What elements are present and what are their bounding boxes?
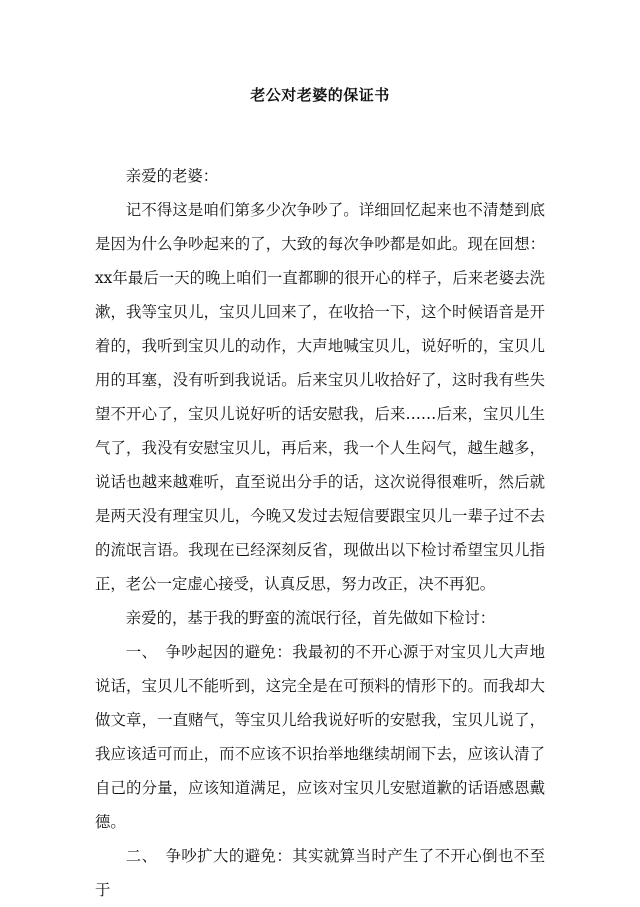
paragraph-preface: 亲爱的，基于我的野蛮的流氓行径，首先做如下检讨： <box>125 609 496 627</box>
paragraph-point-1: 一、 争吵起因的避免：我最初的不开心源于对宝贝儿大声地说话，宝贝儿不能听到，这完全是在可预料的情形下的。而我却大做文章，一直赌气，等宝贝儿给我说好听的安慰我，宝贝儿说了，我应该适可而止，而不应该不识抬举地继续胡闹下去，应该认清了自己的分量，应该知道满足，应该对宝贝儿安慰道歉的话语感恩戴德。 <box>95 643 545 831</box>
document-title: 老公对老婆的保证书 <box>250 86 390 104</box>
salutation: 亲爱的老婆： <box>125 167 219 185</box>
paragraph-point-2: 二、 争吵扩大的避免：其实就算当时产生了不开心倒也不至于 <box>95 847 545 899</box>
document-body <box>95 159 545 907</box>
paragraph-intro: 记不得这是咱们第多少次争吵了。详细回忆起来也不清楚到底是因为什么争吵起来的了，大致的每次争吵都是如此。现在回想：xx年最后一天的晚上咱们一直都聊的很开心的样子，后来老婆去洗漱，我等宝贝儿，宝贝儿回来了，在收拾一下，这个时候语音是开着的，我听到宝贝儿的动作，大声地喊宝贝儿，说好听的，宝贝儿用的耳塞，没有听到我说话。后来宝贝儿收拾好了，这时我有些失望不开心了，宝贝儿说好听的话安慰我，后来……后来，宝贝儿生气了，我没有安慰宝贝儿，再后来，我一个人生闷气，越生越多，说话也越来越难听，直至说出分手的话，这次说得很难听，然后就是两天没有理宝贝儿，今晚又发过去短信要跟宝贝儿一辈子过不去的流氓言语。我现在已经深刻反省，现做出以下检讨希望宝贝儿指正，老公一定虚心接受，认真反思，努力改正，决不再犯。 <box>95 201 545 593</box>
